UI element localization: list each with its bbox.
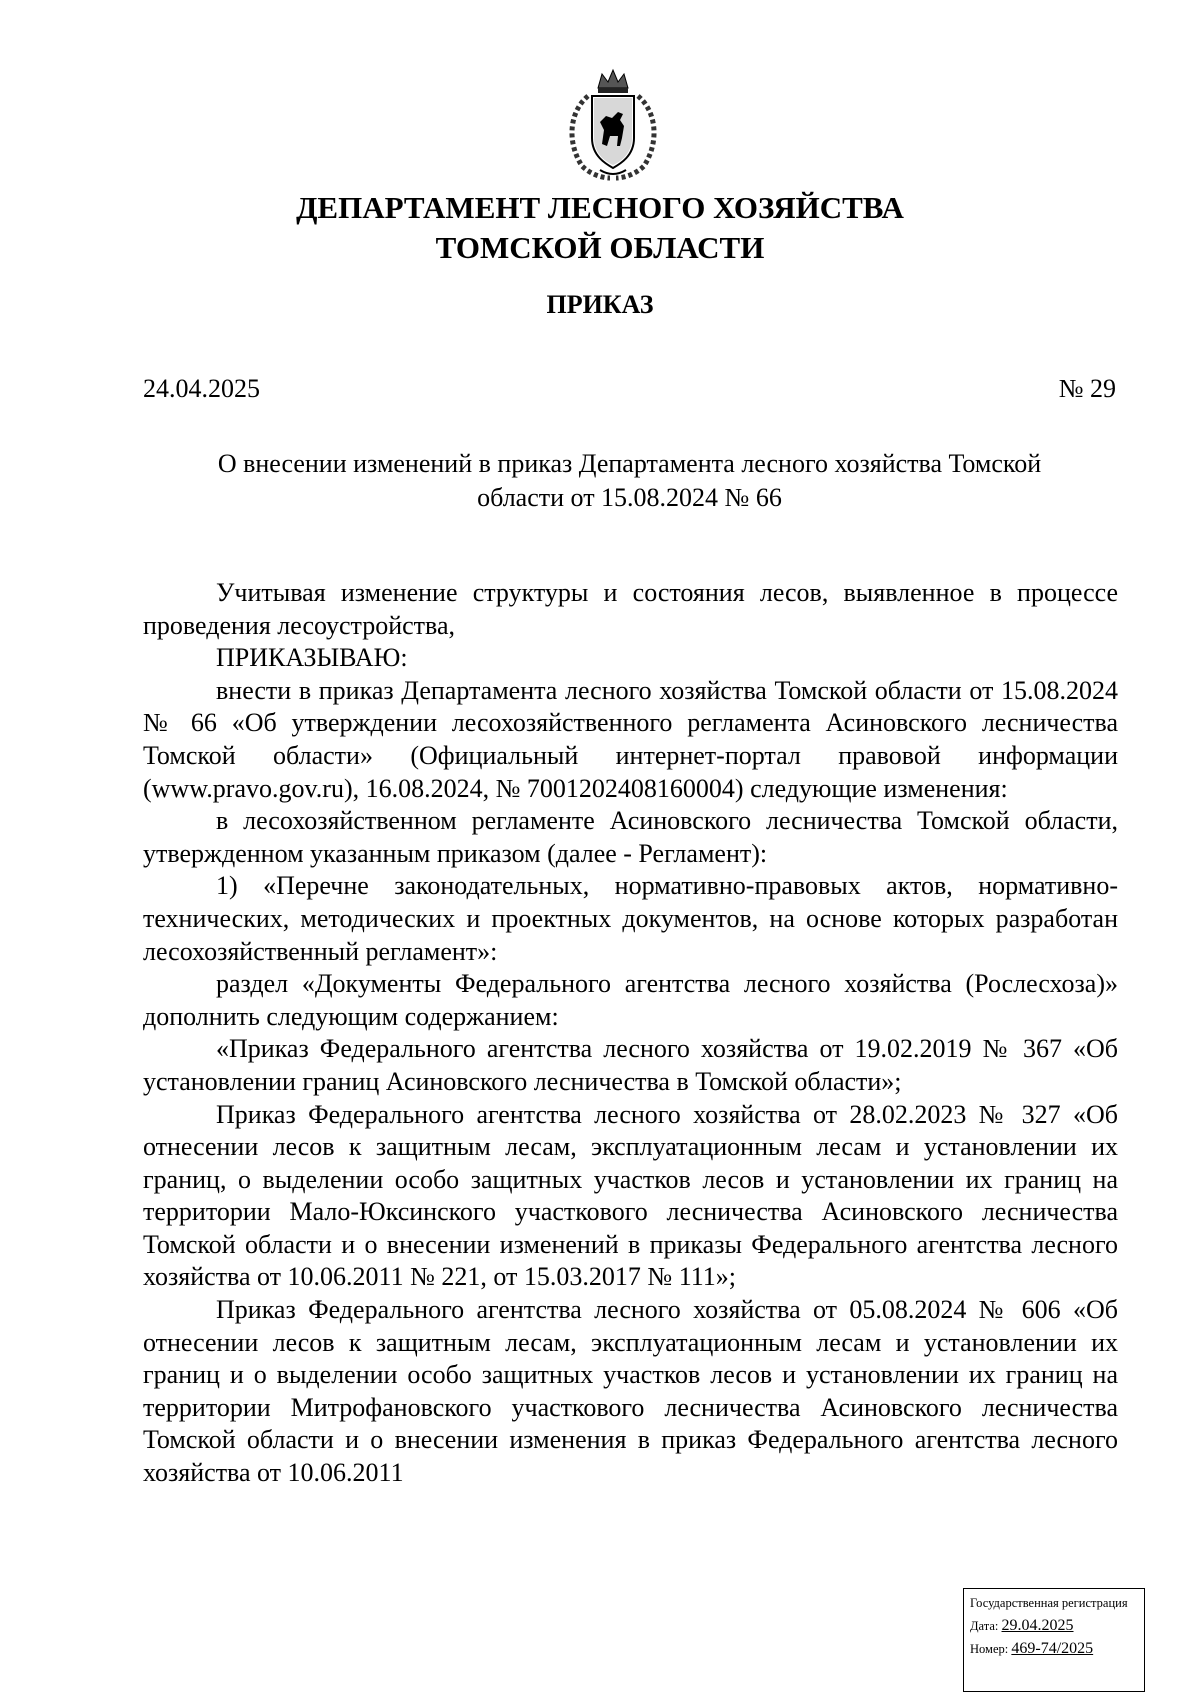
registration-date-row — [970, 1617, 1144, 1635]
department-name — [0, 188, 1200, 268]
body-paragraph: 1) «Перечне законодательных, нормативно-правовых актов, нормативно-технических, методических и проектных документов, на основе которых разработан лесохозяйственный регламент»: — [143, 871, 1118, 966]
subject-line-2: области от 15.08.2024 № 66 — [477, 483, 782, 512]
document-subject — [143, 447, 1116, 515]
registration-number-label: Номер: — [970, 1642, 1009, 1656]
body-paragraph: ПРИКАЗЫВАЮ: — [216, 643, 408, 673]
registration-date-label: Дата: — [970, 1619, 999, 1633]
body-paragraph: в лесохозяйственном регламенте Асиновского лесничества Томской области, утвержденном указанным приказом (далее - Регламент): — [143, 806, 1118, 868]
coat-of-arms-icon — [560, 66, 666, 182]
department-line-2: ТОМСКОЙ ОБЛАСТИ — [435, 230, 765, 265]
subject-line-1: О внесении изменений в приказ Департамента лесного хозяйства Томской — [217, 449, 1042, 478]
document-body — [143, 577, 1118, 1490]
document-type: ПРИКАЗ — [546, 290, 654, 319]
document-number: № 29 — [1058, 374, 1116, 403]
registration-number-value: 469-74/2025 — [1011, 1640, 1094, 1657]
body-paragraph: «Приказ Федерального агентства лесного хозяйства от 19.02.2019 № 367 «Об установлении границ Асиновского лесничества в Томской области»; — [143, 1034, 1118, 1096]
registration-date-value: 29.04.2025 — [1001, 1617, 1074, 1634]
registration-title: Государственная регистрация — [970, 1596, 1128, 1610]
registration-number-row — [970, 1640, 1144, 1658]
document-date: 24.04.2025 — [143, 374, 260, 403]
body-paragraph: Приказ Федерального агентства лесного хозяйства от 28.02.2023 № 327 «Об отнесении лесов к защитным лесам, эксплуатационным лесам и установлении их границ, о выделении особо защитных участков лесов и установлении их границ на территории Мало-Юксинского участкового лесничества Асиновского лесничества Томской области и о внесении изменений в приказы Федерального агентства лесного хозяйства от 10.06.2011 № 221, от 15.03.2017 № 111»; — [143, 1099, 1118, 1292]
registration-stamp — [963, 1588, 1145, 1692]
body-paragraph: раздел «Документы Федерального агентства лесного хозяйства (Рослесхоза)» дополнить следующим содержанием: — [143, 969, 1118, 1031]
body-paragraph: Учитывая изменение структуры и состояния лесов, выявленное в процессе проведения лесоустройства, — [143, 578, 1118, 640]
body-paragraph: Приказ Федерального агентства лесного хозяйства от 05.08.2024 № 606 «Об отнесении лесов к защитным лесам, эксплуатационным лесам и установлении их границ и о выделении особо защитных участков лесов и установлении их границ на территории Митрофановского участкового лесничества Асиновского лесничества Томской области и о внесении изменения в приказ Федерального агентства лесного хозяйства от 10.06.2011 — [143, 1295, 1118, 1488]
department-line-1: ДЕПАРТАМЕНТ ЛЕСНОГО ХОЗЯЙСТВА — [296, 190, 904, 225]
body-paragraph: внести в приказ Департамента лесного хозяйства Томской области от 15.08.2024 № 66 «Об утверждении лесохозяйственного регламента Асиновского лесничества Томской области» (Официальный интернет-портал правовой информации (www.pravo.gov.ru), 16.08.2024, № 7001202408160004) следующие изменения: — [143, 675, 1118, 803]
